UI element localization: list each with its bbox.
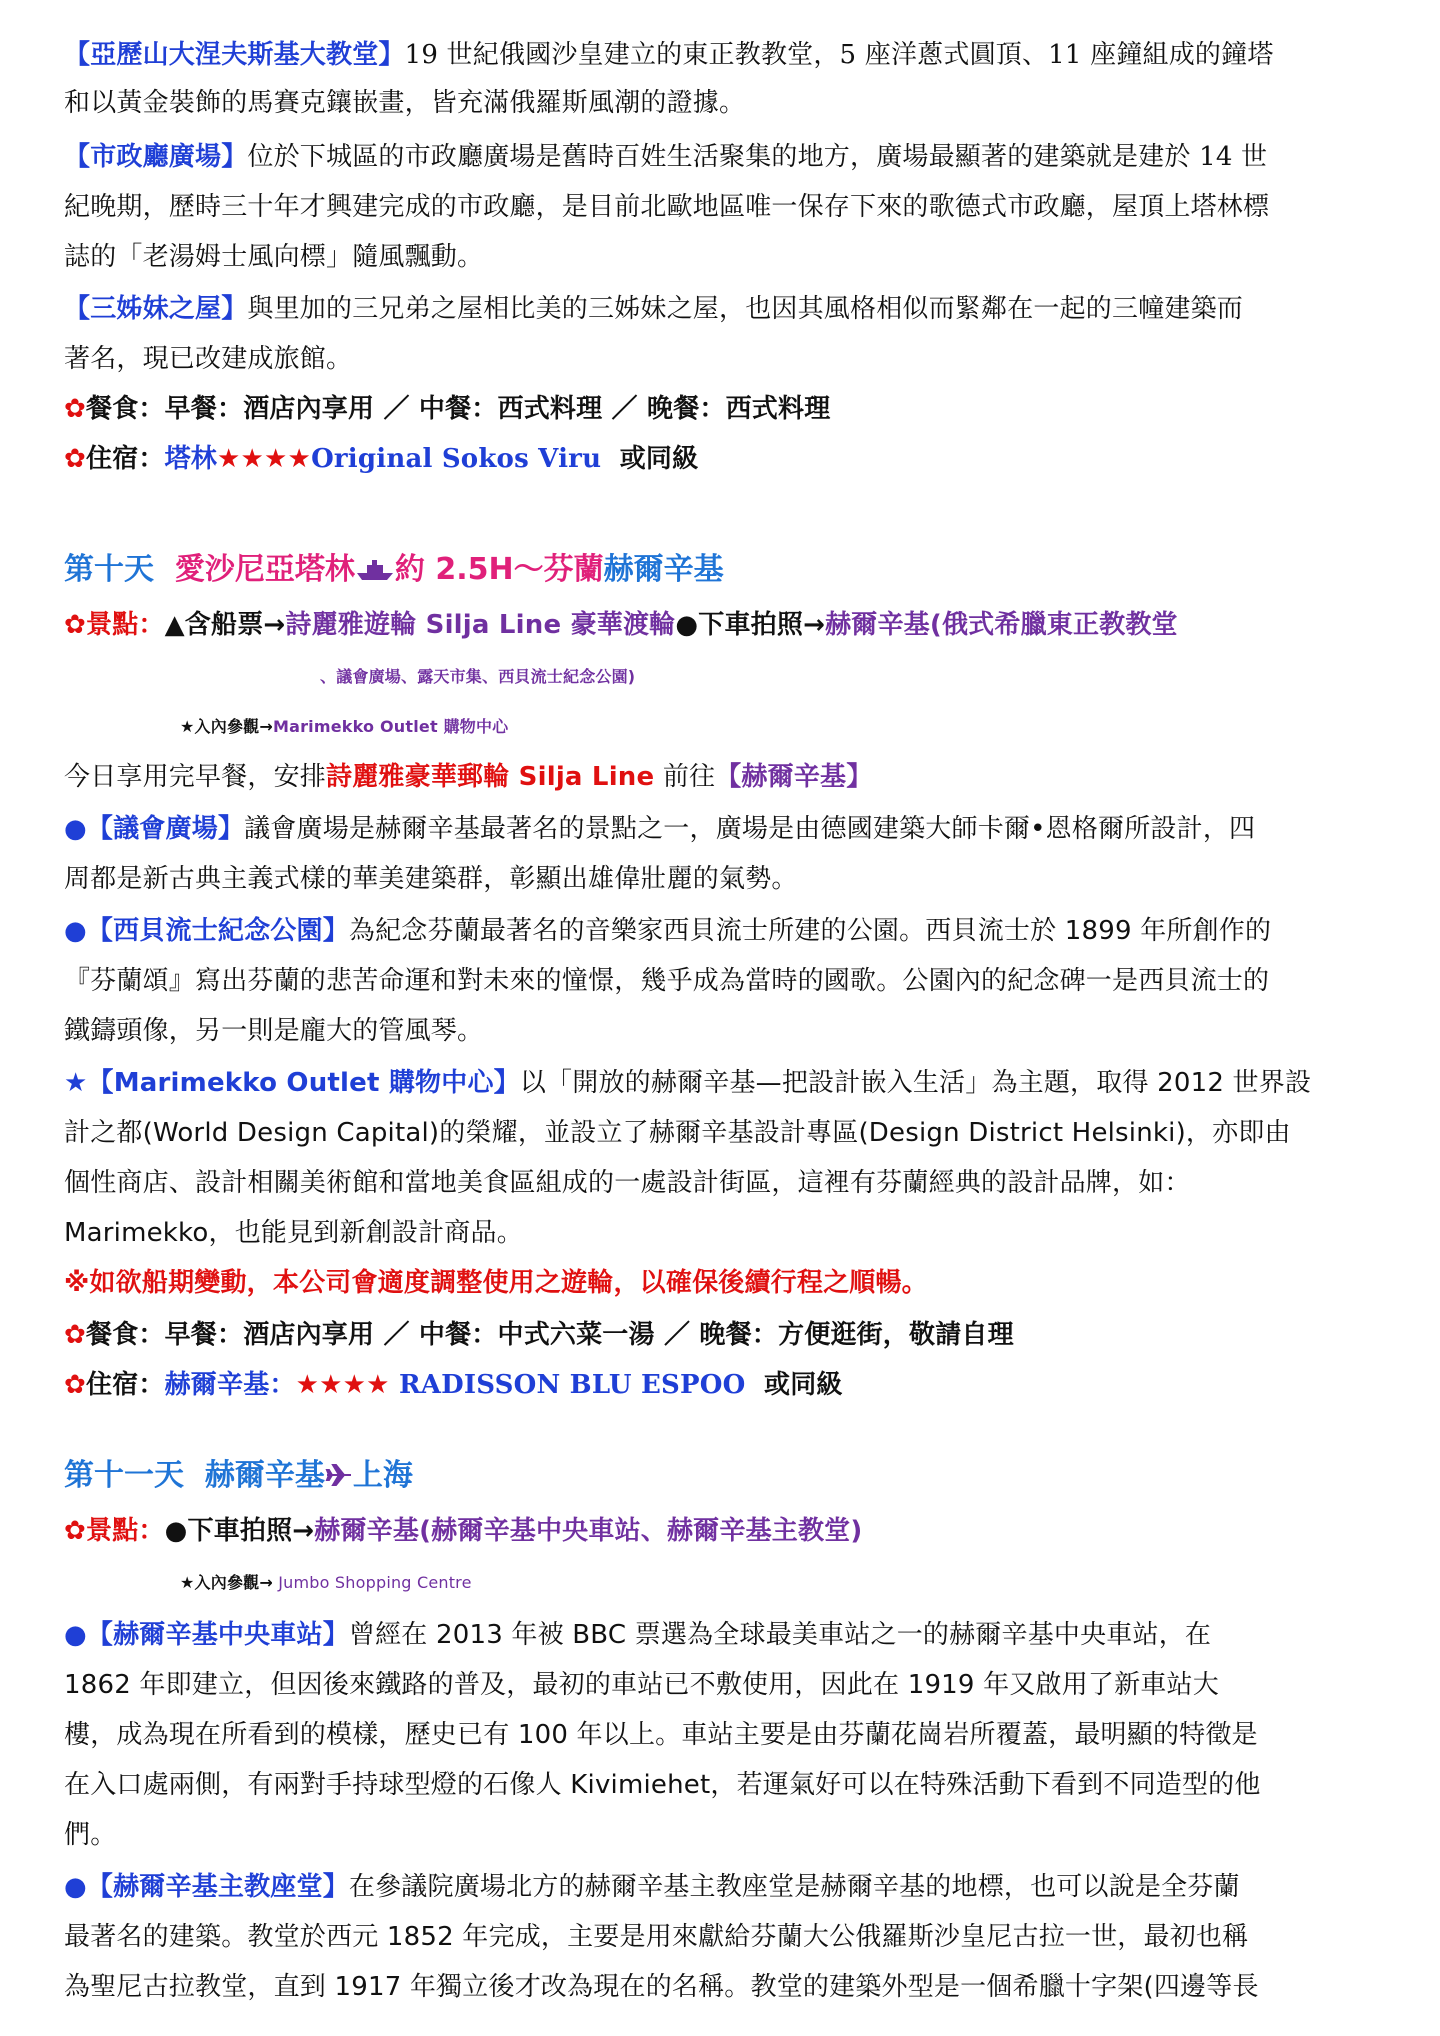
meals-line: ✿餐食：早餐：酒店內享用 ／ 中餐：中式六菜一湯 ／ 晚餐：方便逛街，敬請自理 <box>64 1320 1014 1350</box>
day-heading: 第十天 愛沙尼亞塔林 約 2.5H～芬蘭赫爾辛基 <box>64 552 724 587</box>
text-line: 和以黃金裝飾的馬賽克鑲嵌畫，皆充滿俄羅斯風潮的證據。 <box>64 88 746 118</box>
sight-name: 【赫爾辛基主教座堂】 <box>86 1872 349 1902</box>
sight-name: 【西貝流士紀念公園】 <box>86 916 349 946</box>
star-bullet-icon: ★ <box>64 1068 88 1098</box>
star-rating: ★★★★ <box>217 444 312 474</box>
bullet-icon: ● <box>64 916 87 946</box>
text-line: ●【西貝流士紀念公園】為紀念芬蘭最著名的音樂家西貝流士所建的公園。西貝流士於 1899 年所創作的 <box>64 916 1272 946</box>
bullet-icon: ● <box>64 1872 87 1902</box>
text-line: ●【赫爾辛基中央車站】曾經在 2013 年被 BBC 票選為全球最美車站之一的赫爾辛基中央車站，在 <box>64 1620 1212 1650</box>
flower-icon: ✿ <box>64 394 86 424</box>
flower-icon: ✿ <box>64 610 86 640</box>
sight-name: 【市政廳廣場】 <box>64 142 248 172</box>
hotel-line: ✿住宿：赫爾辛基：★★★★ RADISSON BLU ESPOO 或同級 <box>64 1370 843 1400</box>
sight-name: 【Marimekko Outlet 購物中心】 <box>87 1068 520 1098</box>
text-line: 個性商店、設計相關美術館和當地美食區組成的一處設計街區，這裡有芬蘭經典的設計品牌，如： <box>64 1168 1191 1198</box>
text-line: 【三姊妹之屋】與里加的三兄弟之屋相比美的三姊妹之屋，也因其風格相似而緊鄰在一起的三幢建築而 <box>64 294 1244 324</box>
text-line: 今日享用完早餐，安排詩麗雅豪華郵輪 Silja Line 前往【赫爾辛基】 <box>64 762 873 792</box>
text-line: ●【議會廣場】議會廣場是赫爾辛基最著名的景點之一，廣場是由德國建築大師卡爾•恩格爾所設計，四 <box>64 814 1256 844</box>
bullet-icon: ● <box>64 814 87 844</box>
sight-name: 【議會廣場】 <box>86 814 245 844</box>
text-line: ★【Marimekko Outlet 購物中心】以「開放的赫爾辛基—把設計嵌入生活」為主題，取得 2012 世界設 <box>64 1068 1312 1098</box>
text-line: 誌的「老湯姆士風向標」隨風飄動。 <box>64 242 484 272</box>
sights-line: ✿景點：●下車拍照→赫爾辛基(赫爾辛基中央車站、赫爾辛基主教堂) <box>64 1516 863 1546</box>
text-line: 最著名的建築。教堂於西元 1852 年完成，主要是用來獻給芬蘭大公俄羅斯沙皇尼古拉一世，最初也稱 <box>64 1922 1249 1952</box>
sight-name: 【三姊妹之屋】 <box>64 294 248 324</box>
flower-icon: ✿ <box>64 1370 86 1400</box>
star-rating: ★★★★ <box>295 1370 390 1400</box>
sight-name: 【亞歷山大涅夫斯基大教堂】 <box>64 40 405 70</box>
text-line: 1862 年即建立，但因後來鐵路的普及，最初的車站已不敷使用，因此在 1919 年又啟用了新車站大 <box>64 1670 1219 1700</box>
sight-name: 【赫爾辛基中央車站】 <box>86 1620 349 1650</box>
text-line: ●【赫爾辛基主教座堂】在參議院廣場北方的赫爾辛基主教座堂是赫爾辛基的地標，也可以說是全芬蘭 <box>64 1872 1240 1902</box>
sights-line: ★入內參觀→Marimekko Outlet 購物中心 <box>180 717 509 736</box>
text-line: 【市政廳廣場】位於下城區的市政廳廣場是舊時百姓生活聚集的地方，廣場最顯著的建築就是建於 14 世 <box>64 142 1268 172</box>
text-line: Marimekko，也能見到新創設計商品。 <box>64 1218 523 1248</box>
flower-icon: ✿ <box>64 1320 86 1350</box>
text-line: 鐵鑄頭像，另一則是龐大的管風琴。 <box>64 1016 484 1046</box>
meals-line: ✿餐食：早餐：酒店內享用 ／ 中餐：西式料理 ／ 晚餐：西式料理 <box>64 394 831 424</box>
flower-icon: ✿ <box>64 444 86 474</box>
day-heading: 第十一天 赫爾辛基 上海 <box>64 1458 413 1493</box>
text-line: 【亞歷山大涅夫斯基大教堂】19 世紀俄國沙皇建立的東正教教堂，5 座洋蔥式圓頂、11 座鐘組成的鐘塔 <box>64 40 1274 70</box>
text-line: 紀晚期，歷時三十年才興建完成的市政廳，是目前北歐地區唯一保存下來的歌德式市政廳，屋頂上塔林標 <box>64 192 1270 222</box>
airplane-icon <box>325 1463 353 1487</box>
text-line: 『芬蘭頌』寫出芬蘭的悲苦命運和對未來的憧憬，幾乎成為當時的國歌。公園內的紀念碑一是西貝流士的 <box>64 966 1270 996</box>
text-line: 為聖尼古拉教堂，直到 1917 年獨立後才改為現在的名稱。教堂的建築外型是一個希臘十字架(四邊等長 <box>64 1972 1259 2002</box>
bullet-icon: ● <box>64 1620 87 1650</box>
text-line: 在入口處兩側，有兩對手持球型燈的石像人 Kivimiehet，若運氣好可以在特殊活動下看到不同造型的他 <box>64 1770 1261 1800</box>
text-line: 樓，成為現在所看到的模樣，歷史已有 100 年以上。車站主要是由芬蘭花崗岩所覆蓋，最明顯的特徵是 <box>64 1720 1258 1750</box>
hotel-line: ✿住宿：塔林★★★★Original Sokos Viru 或同級 <box>64 444 699 474</box>
sights-line: 、議會廣場、露天市集、西貝流士紀念公園) <box>320 667 636 686</box>
notice-line: ※如欲船期變動，本公司會適度調整使用之遊輪，以確保後續行程之順暢。 <box>64 1268 928 1298</box>
sights-line: ✿景點：▲含船票→詩麗雅遊輪 Silja Line 豪華渡輪●下車拍照→赫爾辛基(俄式希臘東正教教堂 <box>64 610 1178 640</box>
text-line: 著名，現已改建成旅館。 <box>64 344 353 374</box>
sights-line: ★入內參觀→ Jumbo Shopping Centre <box>180 1573 472 1592</box>
text-line: 們。 <box>64 1820 117 1850</box>
flower-icon: ✿ <box>64 1516 86 1546</box>
text-line: 計之都(World Design Capital)的榮耀，並設立了赫爾辛基設計專區(Design District Helsinki)，亦即由 <box>64 1118 1291 1148</box>
text-line: 周都是新古典主義式樣的華美建築群，彰顯出雄偉壯麗的氣勢。 <box>64 864 798 894</box>
ship-icon <box>355 559 395 581</box>
